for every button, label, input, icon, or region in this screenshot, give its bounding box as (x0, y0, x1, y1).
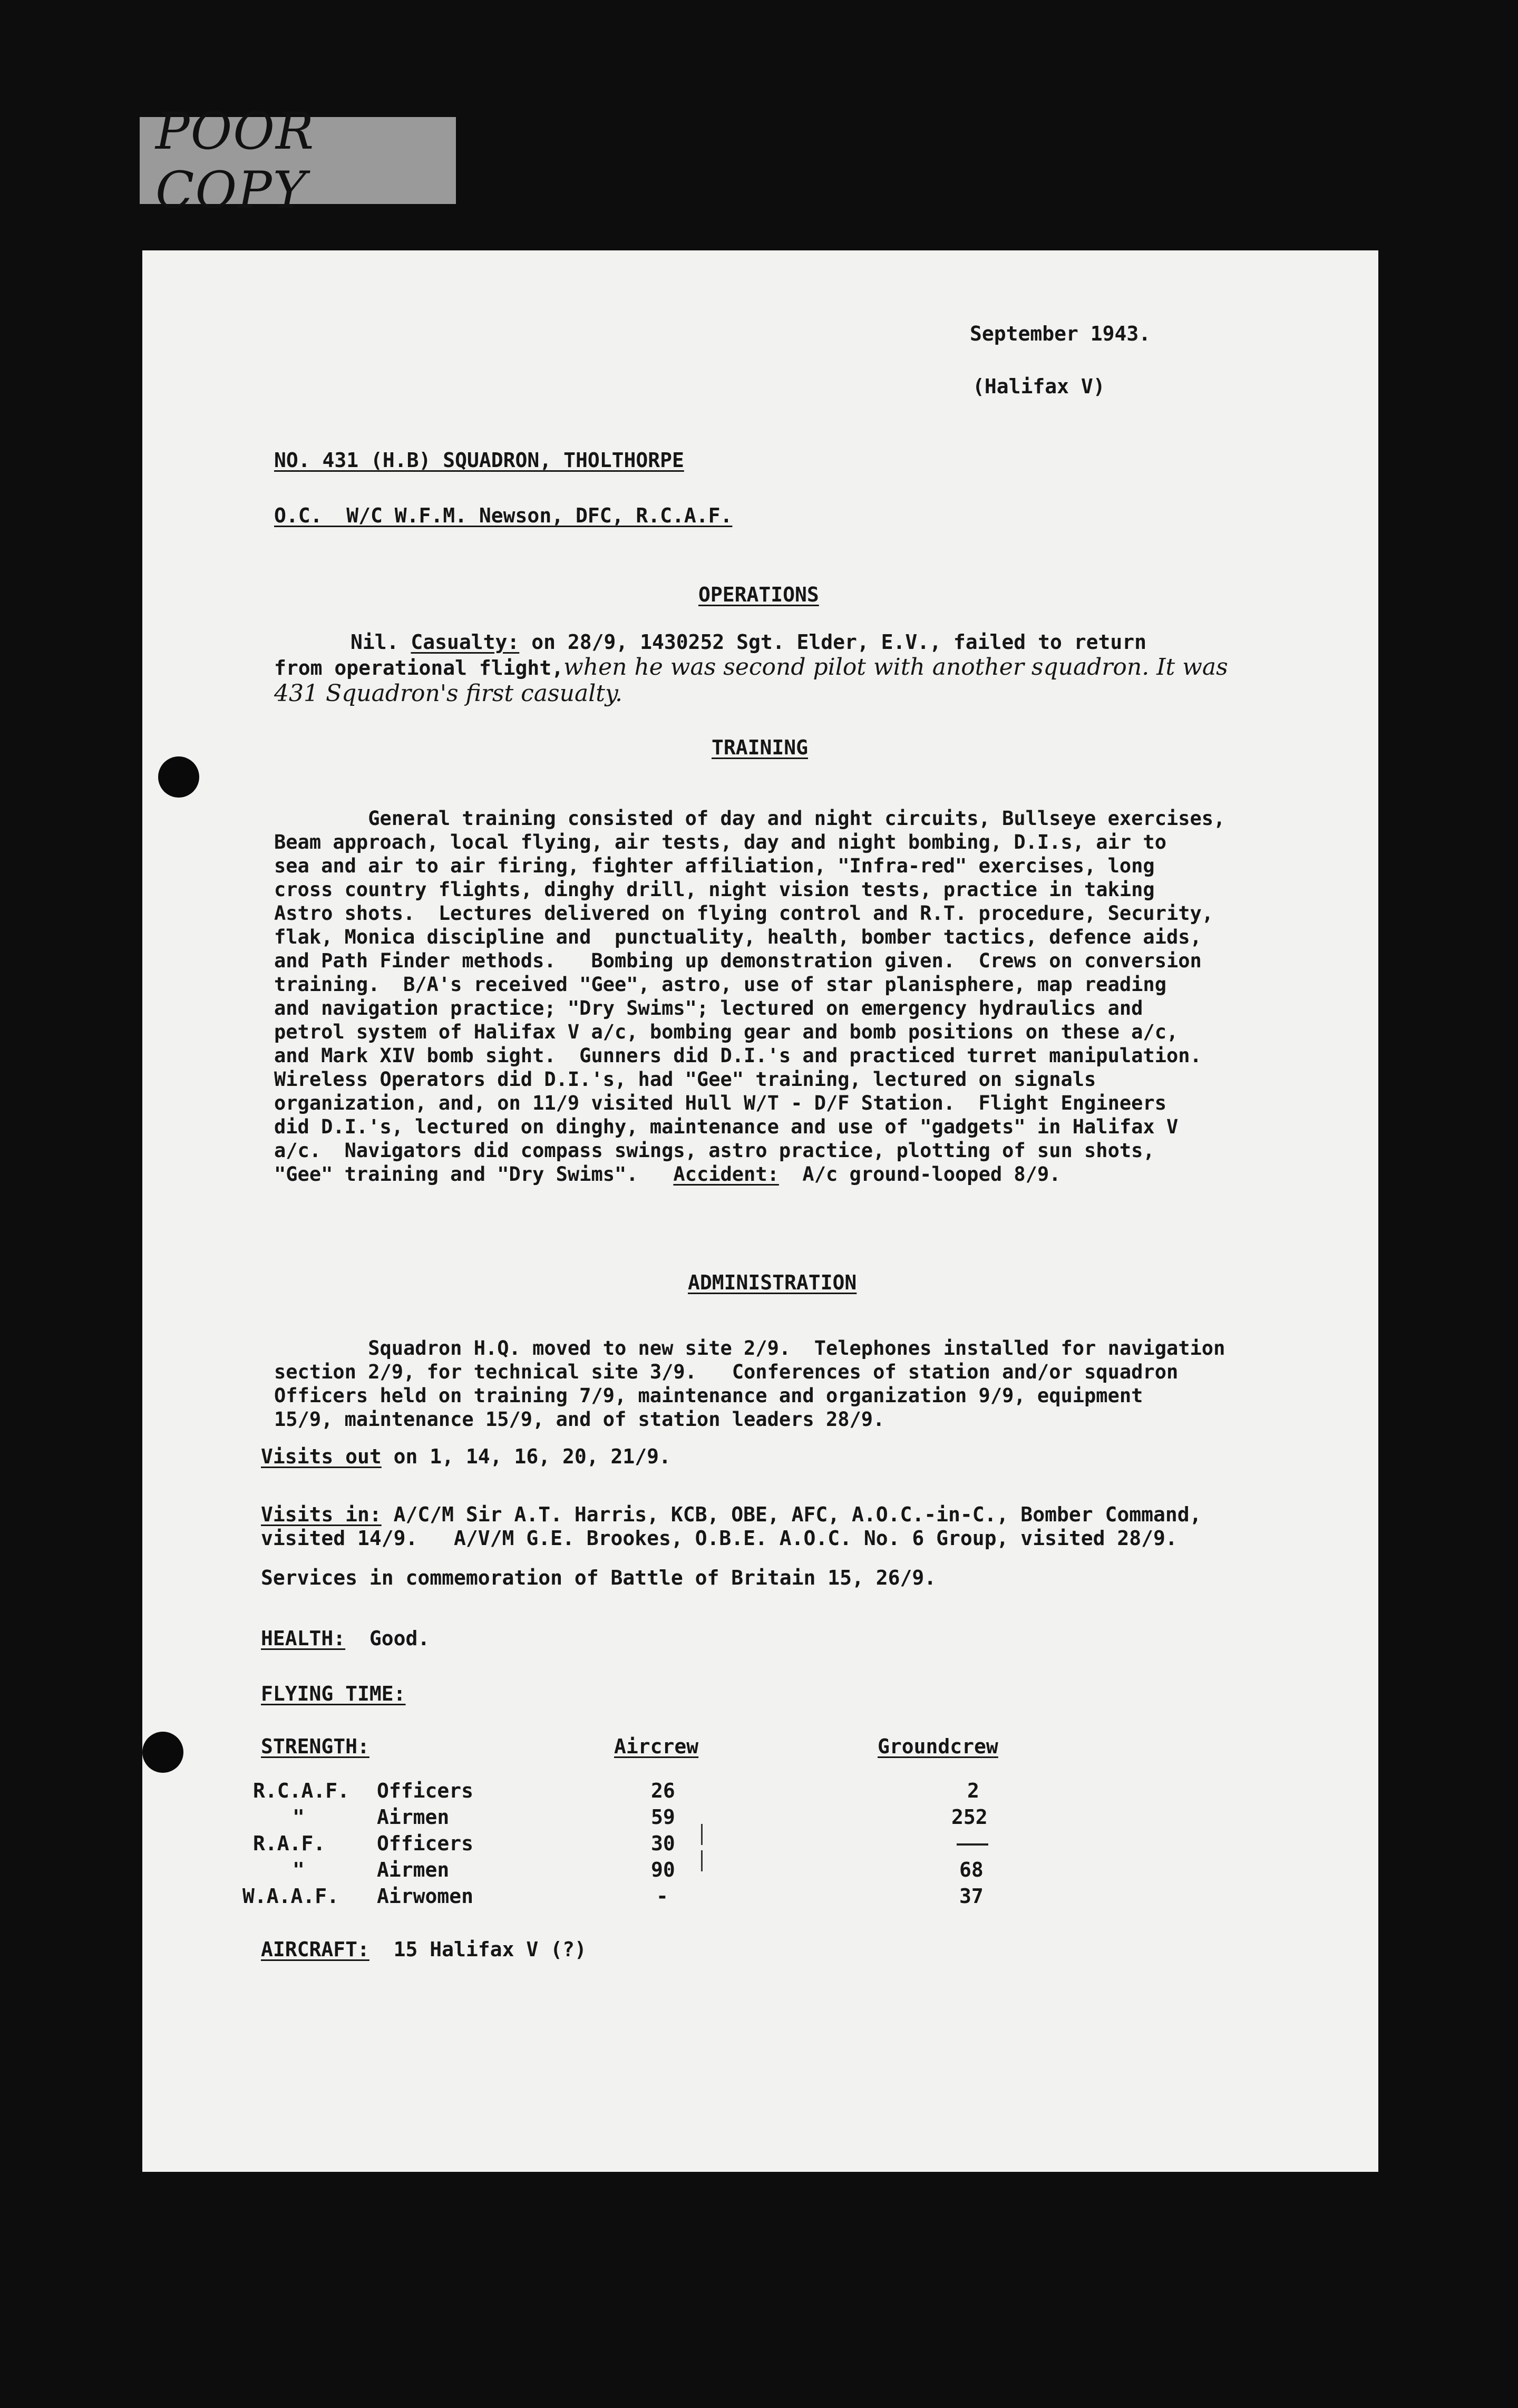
accident-label: Accident: (673, 1163, 779, 1186)
visits-in-text: A/C/M Sir A.T. Harris, KCB, OBE, AFC, A.O.C.-in-C., Bomber Command, (381, 1503, 1202, 1526)
training-line: sea and air to air firing, fighter affiliation, "Infra-red" exercises, long (274, 855, 1155, 877)
administration-line: section 2/9, for technical site 3/9. Conferences of station and/or squadron (274, 1361, 1179, 1383)
training-line: cross country flights, dinghy drill, night vision tests, practice in taking (274, 878, 1155, 901)
commanding-officer: O.C. W/C W.F.M. Newson, DFC, R.C.A.F. (274, 504, 733, 527)
service-cell: " (293, 1858, 305, 1881)
category-cell: Officers (377, 1779, 474, 1802)
table-tick-mark (701, 1850, 703, 1871)
category-cell: Officers (377, 1832, 474, 1855)
visits-out-label: Visits out (261, 1445, 382, 1468)
poor-copy-stamp (140, 101, 456, 220)
training-line: Astro shots. Lectures delivered on flying control and R.T. procedure, Security, (274, 902, 1214, 925)
aircrew-cell: 59 (651, 1805, 675, 1829)
groundcrew-cell: 252 (951, 1805, 988, 1829)
groundcrew-cell: 68 (959, 1858, 984, 1881)
unit-title: NO. 431 (H.B) SQUADRON, THOLTHORPE (274, 449, 684, 472)
aircraft-type: (Halifax V) (972, 375, 1105, 398)
groundcrew-empty-dash (957, 1843, 988, 1846)
operations-heading: OPERATIONS (698, 583, 819, 606)
administration-line: Squadron H.Q. moved to new site 2/9. Telephones installed for navigation (274, 1337, 1225, 1360)
casualty-text-continued: from operational flight, (274, 656, 564, 679)
administration-heading: ADMINISTRATION (688, 1271, 857, 1294)
visits-in-line-1 (261, 1502, 1201, 1527)
administration-line: 15/9, maintenance 15/9, and of station leaders 28/9. (274, 1408, 885, 1431)
casualty-label: Casualty: (411, 630, 520, 654)
visits-in-line-2: visited 14/9. A/V/M G.E. Brookes, O.B.E. A.O.C. No. 6 Group, visited 28/9. (261, 1527, 1178, 1550)
strength-label: STRENGTH: (261, 1735, 369, 1758)
training-line: a/c. Navigators did compass swings, astro practice, plotting of sun shots, (274, 1139, 1155, 1162)
operations-line-1 (351, 630, 1146, 654)
category-cell: Airwomen (377, 1885, 474, 1908)
operations-lead: Nil. (351, 630, 399, 654)
training-line: organization, and, on 11/9 visited Hull W/T - D/F Station. Flight Engineers (274, 1092, 1166, 1114)
training-line: and Path Finder methods. Bombing up demonstration given. Crews on conversion (274, 949, 1202, 972)
visits-out-text: on 1, 14, 16, 20, 21/9. (381, 1445, 671, 1468)
handwritten-annotation-2: 431 Squadron's first casualty. (274, 680, 622, 707)
accident-text: A/c ground-looped 8/9. (779, 1163, 1061, 1186)
aircrew-cell: 90 (651, 1858, 675, 1881)
service-cell: R.A.F. (253, 1832, 326, 1855)
training-line: flak, Monica discipline and punctuality, health, bomber tactics, defence aids, (274, 926, 1202, 948)
training-heading: TRAINING (712, 736, 809, 759)
health-label: HEALTH: (261, 1627, 346, 1650)
training-paragraph (274, 783, 1225, 1186)
document-page (142, 250, 1378, 2172)
handwritten-annotation-1: when he was second pilot with another squadron. It was (563, 654, 1228, 681)
training-line: petrol system of Halifax V a/c, bombing gear and bomb positions on these a/c, (274, 1021, 1179, 1043)
training-line: Wireless Operators did D.I.'s, had "Gee" training, lectured on signals (274, 1068, 1096, 1091)
punch-hole-top (158, 756, 199, 798)
aircrew-cell: 26 (651, 1779, 675, 1802)
groundcrew-cell: 2 (967, 1779, 979, 1802)
visits-in-label: Visits in: (261, 1503, 382, 1526)
aircrew-column-header: Aircrew (614, 1735, 699, 1758)
aircraft (261, 1937, 587, 1962)
aircrew-cell: - (656, 1885, 668, 1908)
training-line: training. B/A's received "Gee", astro, use of star planisphere, map reading (274, 973, 1166, 996)
administration-line: Officers held on training 7/9, maintenance and organization 9/9, equipment (274, 1384, 1143, 1407)
health-value: Good. (345, 1627, 430, 1650)
administration-paragraph (274, 1313, 1225, 1431)
health (261, 1626, 430, 1650)
visits-out (261, 1444, 671, 1469)
training-line: did D.I.'s, lectured on dinghy, maintenance and use of "gadgets" in Halifax V (274, 1115, 1179, 1138)
category-cell: Airmen (377, 1805, 450, 1829)
service-cell: R.C.A.F. (253, 1779, 350, 1802)
training-line: General training consisted of day and night circuits, Bullseye exercises, (274, 807, 1225, 830)
training-line: "Gee" training and "Dry Swims". (274, 1163, 638, 1186)
groundcrew-cell: 37 (959, 1885, 984, 1908)
training-line: Beam approach, local flying, air tests, day and night bombing, D.I.s, air to (274, 831, 1166, 853)
poor-copy-text: POOR COPY (155, 101, 315, 220)
flying-time-label: FLYING TIME: (261, 1682, 406, 1705)
service-cell: W.A.A.F. (242, 1885, 339, 1908)
punch-hole-bottom (142, 1732, 183, 1773)
aircrew-cell: 30 (651, 1832, 675, 1855)
service-cell: " (293, 1805, 305, 1829)
aircraft-label: AIRCRAFT: (261, 1938, 369, 1961)
services-commemoration: Services in commemoration of Battle of Britain 15, 26/9. (261, 1566, 937, 1589)
training-line: and Mark XIV bomb sight. Gunners did D.I.'s and practiced turret manipulation. (274, 1044, 1202, 1067)
table-tick-mark (701, 1824, 703, 1845)
aircraft-value: 15 Halifax V (?) (369, 1938, 587, 1961)
groundcrew-column-header: Groundcrew (878, 1735, 998, 1758)
category-cell: Airmen (377, 1858, 450, 1881)
casualty-text: on 28/9, 1430252 Sgt. Elder, E.V., failed to return (519, 630, 1146, 654)
training-line: and navigation practice; "Dry Swims"; lectured on emergency hydraulics and (274, 997, 1143, 1019)
operations-line-2 (274, 655, 1228, 680)
document-date: September 1943. (970, 322, 1151, 345)
